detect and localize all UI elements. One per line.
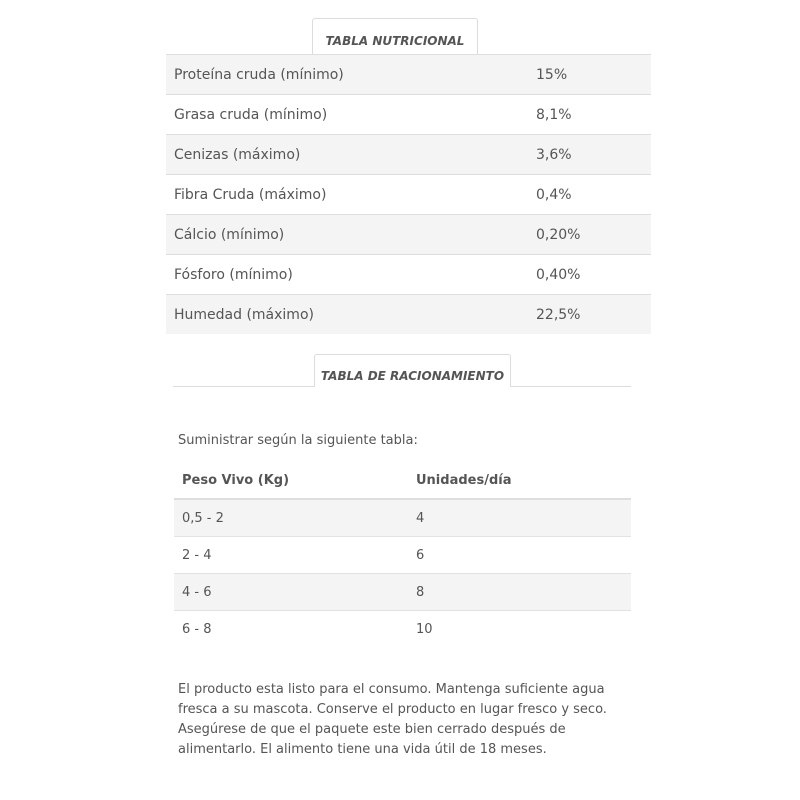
nutrient-name: Grasa cruda (mínimo): [166, 95, 536, 135]
column-header-units: Unidades/día: [416, 463, 631, 499]
nutrient-value: 22,5%: [536, 295, 651, 335]
table-row: [174, 611, 631, 648]
nutrient-name: Fósforo (mínimo): [166, 255, 536, 295]
table-row: [174, 574, 631, 611]
weight-cell: 6 - 8: [174, 611, 416, 648]
tab-tabla-nutricional[interactable]: TABLA NUTRICIONAL: [312, 18, 478, 54]
table-row: [166, 95, 651, 135]
units-cell: 10: [416, 611, 631, 648]
nutrient-value: 8,1%: [536, 95, 651, 135]
nutrient-name: Humedad (máximo): [166, 295, 536, 335]
table-row: [166, 255, 651, 295]
nutrient-value: 0,40%: [536, 255, 651, 295]
nutrient-name: Proteína cruda (mínimo): [166, 55, 536, 95]
nutrient-name: Cenizas (máximo): [166, 135, 536, 175]
column-header-weight: Peso Vivo (Kg): [174, 463, 416, 499]
weight-cell: 2 - 4: [174, 537, 416, 574]
rationing-intro: Suministrar según la siguiente tabla:: [178, 433, 418, 448]
rationing-note: El producto esta listo para el consumo. Mantenga suficiente agua fresca a su mascota. Conserve el producto en lugar fresco y seco. Asegúrese de que el paquete este bien cerrado después de alimentarlo. El alimento tiene una vida útil de 18 meses.: [178, 682, 607, 757]
table-row: [166, 135, 651, 175]
weight-cell: 4 - 6: [174, 574, 416, 611]
table-row: [174, 499, 631, 537]
units-cell: 6: [416, 537, 631, 574]
nutrient-value: 0,20%: [536, 215, 651, 255]
units-cell: 8: [416, 574, 631, 611]
nutrition-table: [166, 54, 651, 334]
nutrient-value: 3,6%: [536, 135, 651, 175]
table-row: [166, 295, 651, 335]
nutrient-name: Fibra Cruda (máximo): [166, 175, 536, 215]
weight-cell: 0,5 - 2: [174, 499, 416, 537]
table-row: [174, 537, 631, 574]
table-row: [166, 215, 651, 255]
nutrient-value: 0,4%: [536, 175, 651, 215]
table-header-row: [174, 463, 631, 499]
nutrient-value: 15%: [536, 55, 651, 95]
units-cell: 4: [416, 499, 631, 537]
rationing-table: [174, 463, 631, 647]
nutrient-name: Cálcio (mínimo): [166, 215, 536, 255]
table-row: [166, 175, 651, 215]
tab-tabla-de-racionamiento[interactable]: TABLA DE RACIONAMIENTO: [314, 354, 511, 387]
table-row: [166, 55, 651, 95]
